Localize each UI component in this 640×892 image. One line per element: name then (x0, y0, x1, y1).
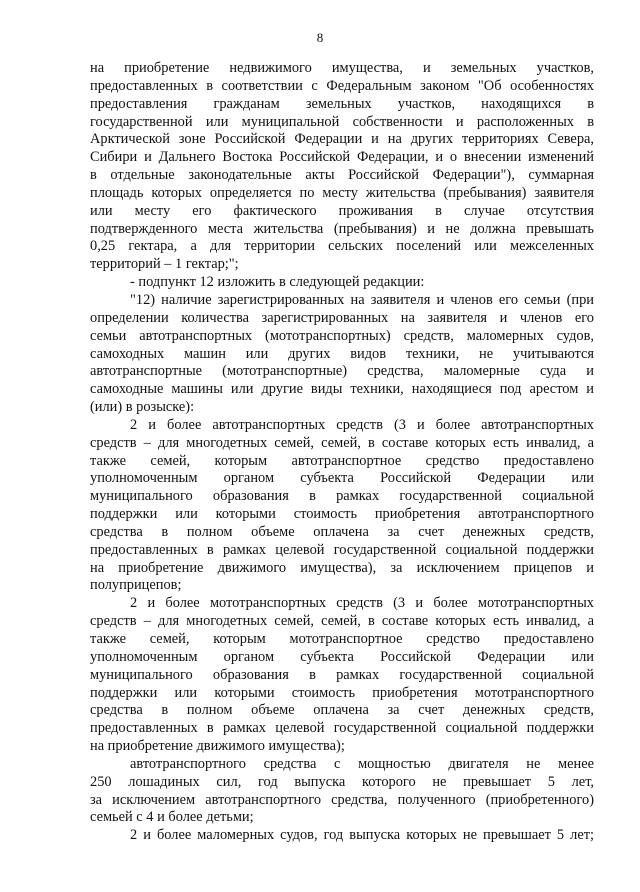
document-body (90, 60, 594, 845)
text-line: автотранспортные (мототранспортные) средства, маломерные суда и (90, 363, 594, 380)
text-line: поддержки или которыми стоимость приобретения мототранспортного (90, 684, 594, 701)
text-line: предоставленных в соответствии с Федеральным законом "Об особенностях (90, 77, 594, 94)
text-line: также семей, которым мототранспортное средство предоставлено (90, 631, 594, 647)
text-line: (или) в розыске): (90, 399, 195, 416)
text-line: самоходные машины или другие виды техники, находящиеся под арестом и (90, 381, 594, 398)
text-line: территорий – 1 гектар;"; (90, 256, 239, 273)
text-line: средств – для многодетных семей, семей, в составе которых есть инвалид, а (90, 434, 594, 451)
text-line: Сибири и Дальнего Востока Российской Федерации, и о внесении изменений (90, 149, 594, 166)
text-line: определении количества зарегистрированных на заявителя и членов его (90, 309, 594, 326)
text-line: 2 и более автотранспортных средств (3 и более автотранспортных (130, 416, 594, 433)
text-line: полуприцепов; (90, 577, 182, 594)
text-line: предоставленных в рамках целевой государственной социальной поддержки (90, 541, 594, 558)
text-line: в отдельные законодательные акты Российской Федерации"), суммарная (90, 167, 594, 184)
text-line: 250 лошадиных сил, год выпуска которого не превышает 5 лет, (90, 773, 594, 790)
text-line: уполномоченным органом субъекта Российской Федерации или (90, 648, 594, 665)
text-line: "12) наличие зарегистрированных на заявителя и членов его семьи (при (130, 291, 594, 308)
text-line: самоходных машин или других видов техники, не учитываются (90, 345, 594, 362)
text-line: средств – для многодетных семей, семей, в составе которых есть инвалид, а (90, 613, 594, 630)
text-line: семьей с 4 и более детьми; (90, 809, 254, 826)
text-line: Арктической зоне Российской Федерации и на других территориях Севера, (90, 131, 594, 148)
text-line: уполномоченным органом субъекта Российской Федерации или (90, 470, 594, 487)
text-line: муниципального образования в рамках государственной социальной (90, 666, 594, 683)
text-line: предоставленных в рамках целевой государственной социальной поддержки (90, 720, 594, 737)
text-line: за исключением автотранспортного средства, полученного (приобретенного) (90, 791, 594, 808)
text-line: на приобретение движимого имущества); (90, 738, 345, 755)
text-line: или месту его фактического проживания в случае отсутствия (90, 202, 594, 219)
text-line: площадь которых определяется по месту жительства (пребывания) заявителя (90, 184, 594, 201)
text-line: 2 и более мототранспортных средств (3 и более мототранспортных (130, 595, 594, 612)
text-line: средства в полном объеме оплачена за счет денежных средств, (90, 702, 594, 719)
text-line: также семей, которым автотранспортное средство предоставлено (90, 452, 594, 469)
text-line: поддержки или которыми стоимость приобретения автотранспортного (90, 506, 594, 523)
text-line: автотранспортного средства с мощностью двигателя не менее (130, 755, 594, 772)
text-line: на приобретение недвижимого имущества, и земельных участков, (90, 60, 594, 76)
text-line: 2 и более маломерных судов, год выпуска которых не превышает 5 лет; (130, 827, 594, 844)
text-line: семьи автотранспортных (мототранспортных) средств, маломерных судов, (90, 327, 594, 344)
text-line: средства в полном объеме оплачена за счет денежных средств, (90, 523, 594, 540)
text-line: государственной или муниципальной собственности и расположенных в (90, 113, 594, 130)
text-line: подтвержденного места жительства (пребывания) и не должна превышать (90, 220, 594, 237)
text-line: 0,25 гектара, а для территории сельских поселений или межселенных (90, 238, 594, 255)
page-number: 8 (316, 30, 324, 45)
text-line: предоставления гражданам земельных участков, находящихся в (90, 95, 594, 112)
text-line: муниципального образования в рамках государственной социальной (90, 488, 594, 505)
text-line: на приобретение движимого имущества), за исключением прицепов и (90, 559, 594, 576)
text-line: - подпункт 12 изложить в следующей редакции: (130, 274, 425, 291)
